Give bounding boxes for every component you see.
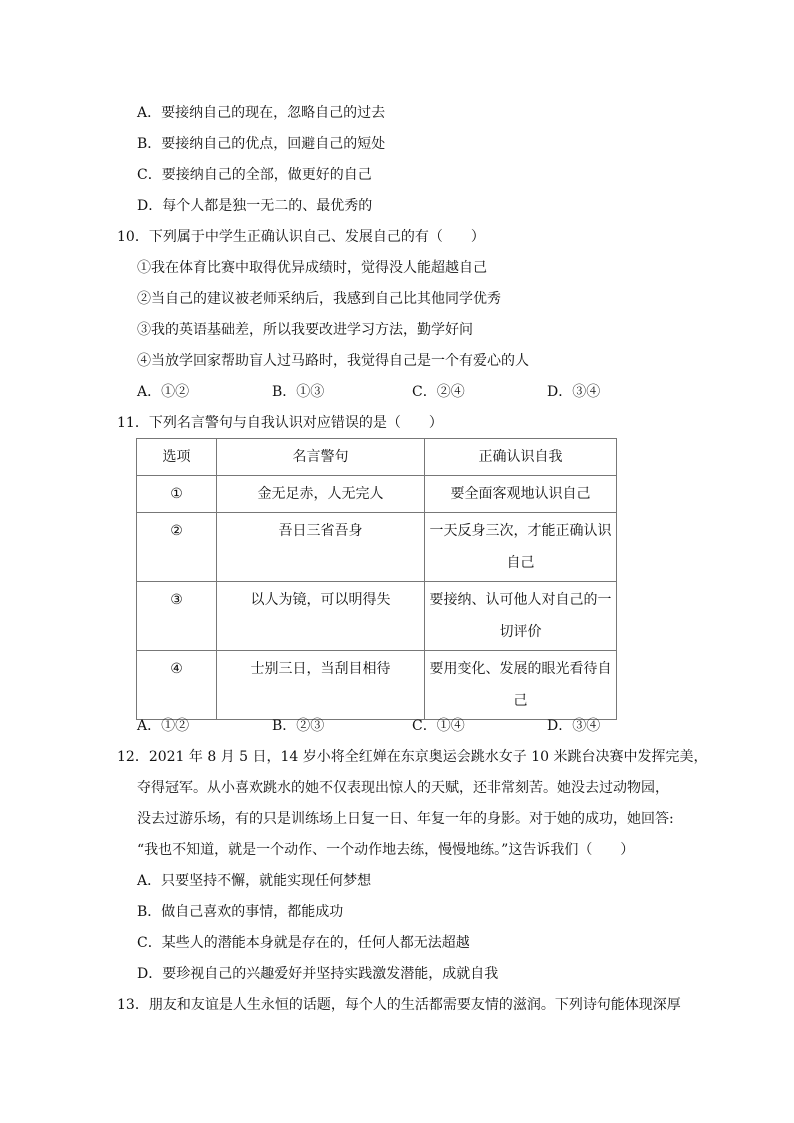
- table-cell: 吾日三省吾身: [217, 513, 425, 582]
- q12-stem-line-3: 没去过游乐场，有的只是训练场上日复一日、年复一年的身影。对于她的成功，她回答:: [137, 811, 674, 827]
- table-cell: 要用变化、发展的眼光看待自己: [425, 651, 617, 720]
- table-cell: 金无足赤，人无完人: [217, 476, 425, 513]
- q11-option-d: D．③④: [547, 718, 601, 734]
- table-header-cell: 名言警句: [217, 439, 425, 476]
- q12-option-d: D．要珍视自己的兴趣爱好并坚持实践激发潜能，成就自我: [137, 966, 499, 982]
- q10-item-1: ①我在体育比赛中取得优异成绩时，觉得没人能超越自己: [137, 260, 487, 276]
- table-cell: 要接纳、认可他人对自己的一切评价: [425, 582, 617, 651]
- table-cell: 要全面客观地认识自己: [425, 476, 617, 513]
- table-cell: ①: [137, 476, 217, 513]
- q13-stem: 13．朋友和友谊是人生永恒的话题，每个人的生活都需要友情的滋润。下列诗句能体现深厚: [117, 997, 681, 1013]
- table-cell: 以人为镜，可以明得失: [217, 582, 425, 651]
- q9-option-a: A．要接纳自己的现在，忽略自己的过去: [137, 105, 386, 121]
- q11-option-c: C．①④: [412, 718, 465, 734]
- q9-option-d: D．每个人都是独一无二的、最优秀的: [137, 198, 373, 214]
- q10-options: [0, 382, 794, 402]
- q10-option-d: D．③④: [547, 384, 601, 400]
- q12-option-a: A．只要坚持不懈，就能实现任何梦想: [137, 873, 372, 889]
- q11-stem: 11．下列名言警句与自我认识对应错误的是（ ）: [117, 415, 443, 431]
- table-row: [137, 476, 617, 513]
- table-header-cell: 选项: [137, 439, 217, 476]
- q10-stem: 10．下列属于中学生正确认识自己、发展自己的有（ ）: [117, 229, 485, 245]
- q11-table: [136, 438, 617, 720]
- q12-stem-line-1: 12．2021 年 8 月 5 日，14 岁小将全红婵在东京奥运会跳水女子 10 米跳台决赛中发挥完美，: [117, 749, 708, 765]
- q12-stem-line-4: “我也不知道，就是一个动作、一个动作地去练，慢慢地练。”这告诉我们（ ）: [137, 842, 635, 858]
- q10-item-4: ④当放学回家帮助盲人过马路时，我觉得自己是一个有爱心的人: [137, 353, 529, 369]
- q9-option-b: B．要接纳自己的优点，回避自己的短处: [137, 136, 386, 152]
- table-header-row: [137, 439, 617, 476]
- table-cell: 一天反身三次，才能正确认识自己: [425, 513, 617, 582]
- q10-item-2: ②当自己的建议被老师采纳后，我感到自己比其他同学优秀: [137, 291, 501, 307]
- q9-option-c: C．要接纳自己的全部，做更好的自己: [137, 167, 372, 183]
- table-cell: ③: [137, 582, 217, 651]
- q10-item-3: ③我的英语基础差，所以我要改进学习方法，勤学好问: [137, 322, 473, 338]
- q12-option-c: C．某些人的潜能本身就是存在的，任何人都无法超越: [137, 935, 470, 951]
- table-row: [137, 651, 617, 720]
- q10-option-a: A．①②: [137, 384, 190, 400]
- table-cell: 士别三日，当刮目相待: [217, 651, 425, 720]
- table-cell: ④: [137, 651, 217, 720]
- q10-option-b: B．①③: [272, 384, 325, 400]
- q11-option-a: A．①②: [137, 718, 190, 734]
- table-header-cell: 正确认识自我: [425, 439, 617, 476]
- table-cell: ②: [137, 513, 217, 582]
- q12-option-b: B．做自己喜欢的事情，都能成功: [137, 904, 344, 920]
- table-row: [137, 582, 617, 651]
- table-row: [137, 513, 617, 582]
- q12-stem-line-2: 夺得冠军。从小喜欢跳水的她不仅表现出惊人的天赋，还非常刻苦。她没去过动物园，: [137, 780, 669, 796]
- q10-option-c: C．②④: [412, 384, 465, 400]
- q11-option-b: B．②③: [272, 718, 325, 734]
- q11-options: [0, 716, 794, 736]
